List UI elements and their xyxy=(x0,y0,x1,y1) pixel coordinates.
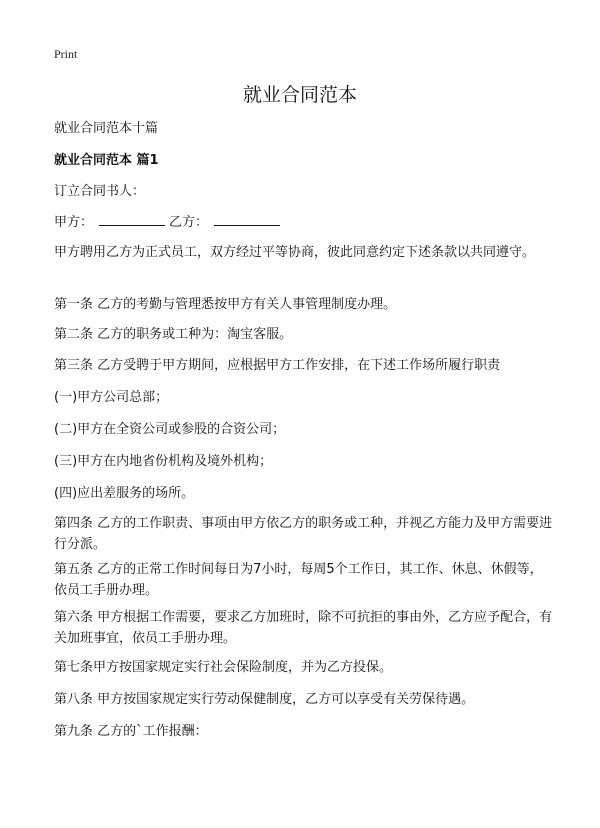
paragraph-article-4: 第四条 乙方的工作职责、事项由甲方依乙方的职务或工种，并视乙方能力及甲方需要进行分派。 xyxy=(54,516,553,552)
document-subtitle: 就业合同范本十篇 xyxy=(54,121,159,136)
paragraph-article-2: 第二条 乙方的职务或工种为：淘宝客服。 xyxy=(54,327,293,342)
party-b-blank xyxy=(214,211,280,226)
party-a-blank xyxy=(99,211,165,226)
party-a-label: 甲方： xyxy=(54,215,94,230)
paragraph-article-6: 第六条 甲方根据工作需要，要求乙方加班时，除不可抗拒的事由外，乙方应予配合，有关加班事宜，依员工手册办理。 xyxy=(54,610,553,646)
parties-intro: 订立合同书人： xyxy=(54,184,146,199)
paragraph-article-3: 第三条 乙方受聘于甲方期间，应根据甲方工作安排，在下述工作场所履行职责 xyxy=(54,358,501,373)
paragraph-intro: 甲方聘用乙方为正式员工，双方经过平等协商，彼此同意约定下述条款以共同遵守。 xyxy=(54,245,536,260)
list-item-4: (四)应出差服务的场所。 xyxy=(54,486,195,501)
paragraph-article-7: 第七条甲方按国家规定实行社会保险制度，并为乙方投保。 xyxy=(54,660,393,675)
list-item-1: (一)甲方公司总部； xyxy=(54,390,169,405)
paragraph-article-5: 第五条 乙方的正常工作时间每日为7小时，每周5个工作日，其工作、休息、休假等，依员工手册办理。 xyxy=(54,562,543,598)
print-link[interactable]: Print xyxy=(54,47,78,61)
parties-line xyxy=(54,211,284,233)
paragraph-article-9: 第九条 乙方的`工作报酬： xyxy=(54,724,208,739)
page-title: 就业合同范本 xyxy=(242,84,357,106)
list-item-2: (二)甲方在全资公司或参股的合资公司； xyxy=(54,422,286,437)
list-item-3: (三)甲方在内地省份机构及境外机构； xyxy=(54,454,273,469)
paragraph-article-1: 第一条 乙方的考勤与管理悉按甲方有关人事管理制度办理。 xyxy=(54,297,397,312)
section-heading: 就业合同范本 篇1 xyxy=(54,153,159,168)
paragraph-article-8: 第八条 甲方按国家规定实行劳动保健制度，乙方可以享受有关劳保待遇。 xyxy=(54,692,475,707)
party-b-label: 乙方： xyxy=(169,215,209,230)
